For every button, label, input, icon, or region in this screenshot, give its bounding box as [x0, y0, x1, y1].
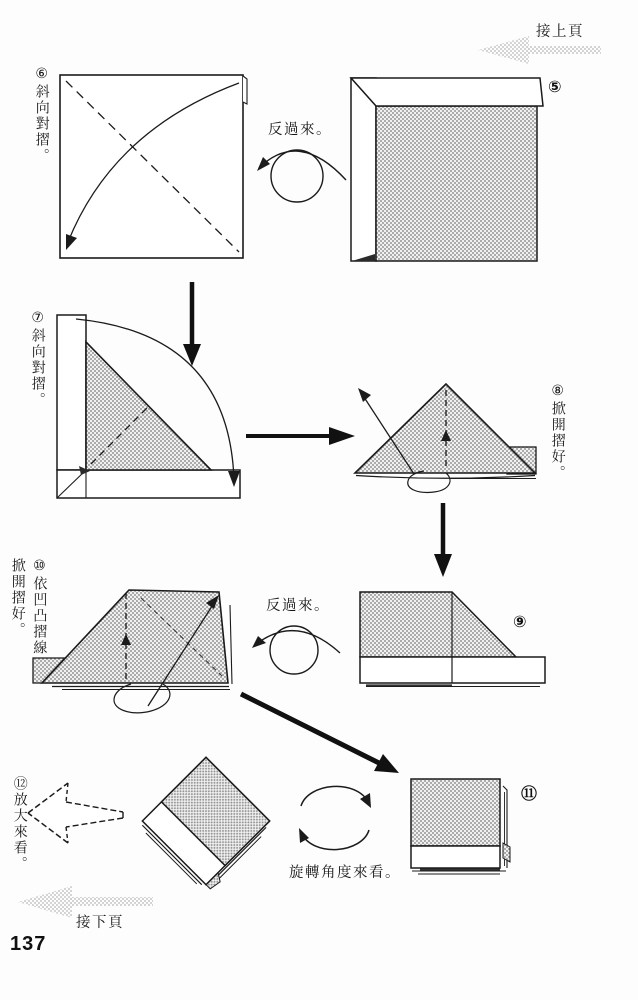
step-7-label: [27, 310, 49, 408]
step-10-label-text1: 依凹凸摺線: [32, 576, 49, 656]
arrow-7-to-8-icon: [246, 427, 355, 445]
step-12-marker: ⑫: [12, 776, 29, 792]
step-12-label-col: [9, 776, 31, 872]
step-10-label-col1: [29, 558, 51, 656]
arrow-10-to-11-icon: [241, 694, 399, 773]
step-10-marker: ⑩: [32, 558, 49, 576]
step-8-marker: ⑧: [550, 383, 567, 401]
step-5-marker: ⑤: [548, 79, 562, 96]
step-7-marker: ⑦: [30, 310, 47, 328]
page-number: 137: [10, 933, 47, 955]
flip-over-mid-label: 反過來。: [266, 598, 330, 614]
nav-prev-page-label: 接上頁: [536, 24, 584, 40]
step-12-label-text: 放大來看。: [12, 792, 29, 872]
arrow-8-to-9-icon: [434, 503, 452, 577]
step-5-diagram: [351, 78, 543, 261]
step-8-label: [547, 383, 569, 481]
rotate-view-label: 旋轉角度來看。: [289, 865, 401, 881]
step-7-label-col: [27, 310, 49, 408]
nav-next-page-label: 接下頁: [76, 915, 124, 931]
step-6-marker: ⑥: [34, 66, 51, 84]
step-7-diagram: [57, 315, 240, 498]
step-6-label-text: 斜向對摺。: [34, 84, 51, 164]
step-8-label-col: [547, 383, 569, 481]
step-9-diagram: [360, 592, 545, 687]
step-6-label: [31, 66, 53, 164]
rotate-view-icon: [299, 786, 371, 849]
flip-over-mid-icon: [252, 626, 340, 674]
arrow-6-to-7-icon: [183, 282, 201, 366]
enlarge-arrow-icon: [28, 783, 123, 843]
step-12-label: [9, 776, 31, 872]
step-12-diagram: [138, 757, 275, 894]
step-6-diagram: [60, 75, 247, 258]
flip-over-top-label: 反過來。: [268, 122, 332, 138]
step-6-label-col: [31, 66, 53, 164]
step-11-marker: ⑪: [521, 786, 538, 803]
step-10-diagram: [33, 590, 232, 713]
step-7-label-text: 斜向對摺。: [30, 328, 47, 408]
step-10-label: [7, 558, 50, 656]
flip-over-top-icon: [257, 150, 346, 202]
step-9-marker: ⑨: [513, 614, 527, 631]
step-10-label-col2: 掀開摺好。: [10, 558, 27, 638]
step-8-label-text: 掀開摺好。: [550, 401, 567, 481]
step-11-diagram: [411, 779, 510, 874]
step-8-diagram: [355, 384, 536, 492]
